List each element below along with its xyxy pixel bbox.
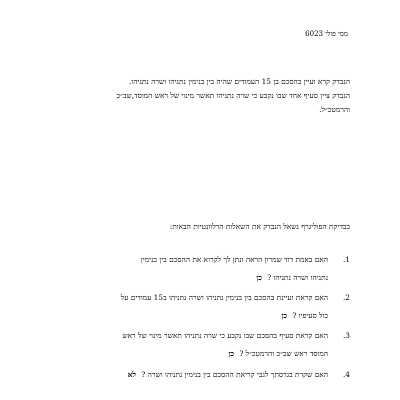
question-number: 4. xyxy=(342,370,350,379)
question-text: המוסד ראש שב״כ והרמטכ״ל ? xyxy=(239,349,328,358)
question-answer: כן xyxy=(228,349,234,358)
file-number: מסי פולי 6023 xyxy=(305,30,348,38)
question-item xyxy=(50,289,350,325)
question-text: האם שקרת בגרסתך לגבי קריאת ההסכם בין בנימין נתניהו ושרה ? xyxy=(141,370,328,379)
question-item xyxy=(50,251,350,287)
question-text: האם קראת סעיף בהסכם שבו נקבע כי שרה נתניהו תאשר מינוי של ראש xyxy=(122,331,328,340)
question-item xyxy=(50,366,350,384)
question-number: 1. xyxy=(342,255,350,264)
questions-heading: בבדיקת הפוליגרף נשאל הנבדק את השאלות הרלוונטיות הבאות: xyxy=(169,222,350,231)
question-answer: כן xyxy=(281,311,287,320)
question-number: 3. xyxy=(342,331,350,340)
question-item xyxy=(50,327,350,363)
question-text: כול סעיפיו ? xyxy=(292,311,328,320)
question-text: האם באמת דוד שמרון הראה ונתן לך לקרוא את ההסכם בין בנימין xyxy=(140,255,328,264)
intro-line: הנבדק קרא ועיין בהסכם בן 15 העמודים שהיה בין בנימין נתניהו ושרה נתניהו. xyxy=(129,77,350,86)
question-text: נתניהו ושרה נתניהו ? xyxy=(267,273,328,282)
question-text: האם קראת ועיינת בהסכם בין בנימין נתניהו ושרה נתניהו ב15 עמודים על xyxy=(120,293,328,302)
question-answer: לא xyxy=(127,370,136,379)
question-number: 2. xyxy=(342,293,350,302)
intro-line: הנבדק ציין סעיף אחד שבו נקבע כי שרה נתניהו תאשר מינוי של ראש המוסד,שב״כ xyxy=(116,91,350,100)
intro-line: והרמטכ״ל. xyxy=(319,105,350,114)
question-answer: כן xyxy=(256,273,262,282)
